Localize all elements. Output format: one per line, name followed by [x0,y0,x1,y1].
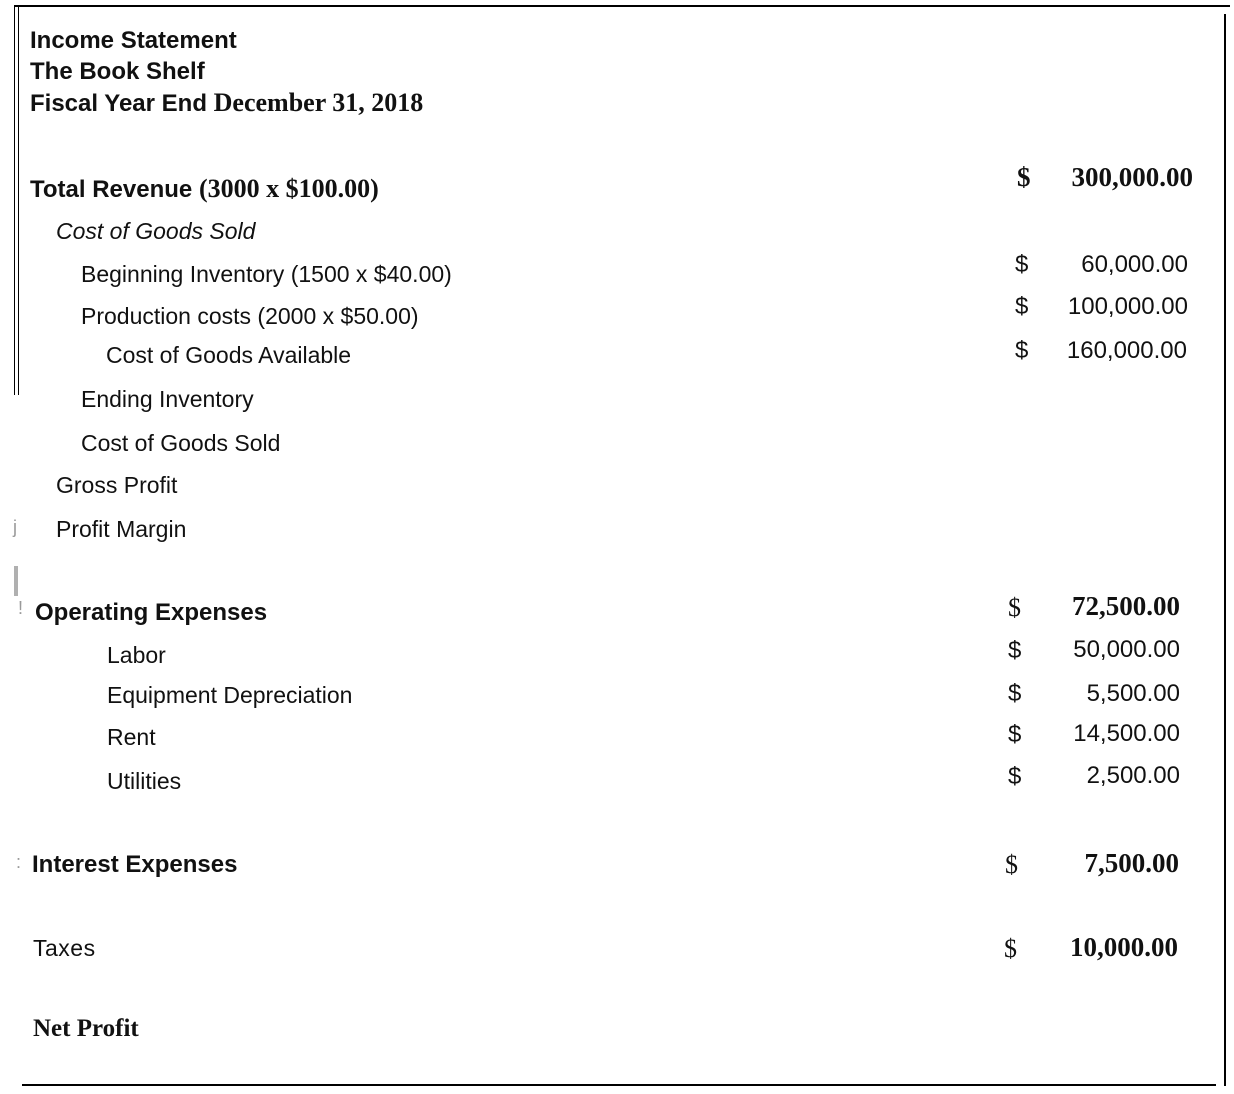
rent-label: Rent [107,724,156,750]
interest-expenses-currency: $ [1005,850,1018,879]
taxes-label: Taxes [33,935,96,961]
statement-title: Income Statement [30,27,237,54]
left-border-inner [18,5,19,395]
operating-expenses-label: Operating Expenses [35,599,268,626]
operating-expenses-amount: 72,500.00 [1072,591,1180,621]
goods-available-label: Cost of Goods Available [106,342,352,368]
fiscal-period [30,88,423,118]
top-border [14,5,1230,7]
fiscal-period-prefix: Fiscal Year End [30,90,214,117]
total-revenue-formula: (3000 x $100.00) [198,174,379,203]
left-edge-mark [14,566,18,596]
equipment-depreciation-currency: $ [1008,680,1022,707]
bottom-border [22,1084,1216,1086]
labor-amount: 50,000.00 [1073,636,1180,663]
beginning-inventory-label: Beginning Inventory (1500 x $40.00) [81,261,452,287]
total-revenue-currency: $ [1017,162,1031,192]
gross-profit-label: Gross Profit [56,472,178,498]
total-revenue-amount: 300,000.00 [1071,162,1193,192]
net-profit-label: Net Profit [33,1015,139,1042]
total-revenue-label [30,174,379,204]
interest-expenses-amount: 7,500.00 [1084,848,1179,878]
margin-mark-colon: : [16,852,22,872]
utilities-currency: $ [1008,763,1022,790]
operating-expenses-currency: $ [1008,593,1021,622]
labor-label: Labor [107,642,166,668]
goods-available-amount: 160,000.00 [1066,337,1187,364]
beginning-inventory-amount: 60,000.00 [1081,251,1188,278]
profit-margin-label: Profit Margin [56,516,187,542]
taxes-currency: $ [1004,934,1017,963]
beginning-inventory-currency: $ [1015,251,1029,278]
equipment-depreciation-amount: 5,500.00 [1086,680,1180,707]
margin-mark-j: j [13,517,17,537]
taxes-amount: 10,000.00 [1070,932,1178,962]
utilities-amount: 2,500.00 [1086,762,1180,789]
production-costs-amount: 100,000.00 [1067,293,1188,320]
right-border [1224,14,1226,1086]
ending-inventory-label: Ending Inventory [81,386,254,412]
production-costs-label: Production costs (2000 x $50.00) [81,303,419,329]
cogs-total-label: Cost of Goods Sold [81,430,281,456]
fiscal-period-date: December 31, 2018 [213,88,424,117]
cogs-section-label: Cost of Goods Sold [56,218,256,244]
production-costs-currency: $ [1015,293,1029,320]
total-revenue-prefix: Total Revenue [30,176,199,203]
goods-available-currency: $ [1015,337,1029,364]
labor-currency: $ [1008,637,1022,664]
interest-expenses-label: Interest Expenses [32,851,238,878]
rent-currency: $ [1008,721,1022,748]
utilities-label: Utilities [107,768,182,794]
rent-amount: 14,500.00 [1073,720,1180,747]
equipment-depreciation-label: Equipment Depreciation [107,682,353,708]
company-name: The Book Shelf [30,58,205,85]
left-border-outer [14,5,15,395]
margin-mark-bang: ! [18,598,24,618]
